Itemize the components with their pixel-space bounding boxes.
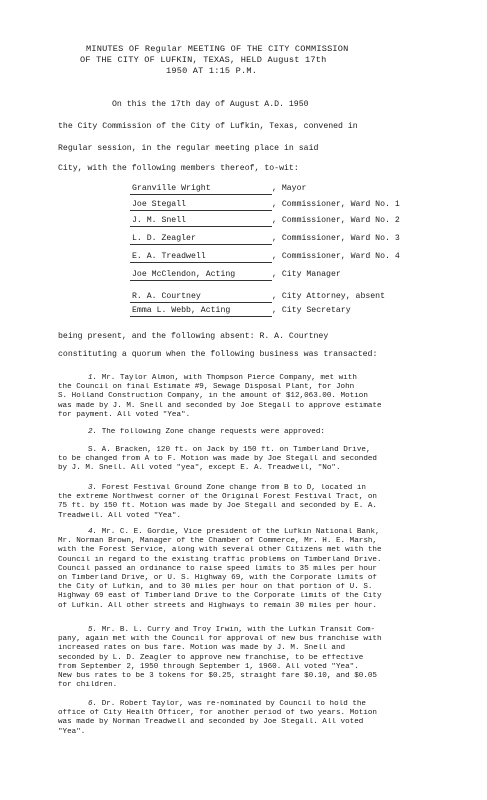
item-number: 3.: [88, 484, 98, 492]
item-line: S. Holland Construction Company, in the amount of $12,063.00. Motion: [58, 392, 368, 401]
item-line: Treadwell. All voted "Yea".: [58, 511, 182, 520]
item-line: increased rates on bus fare. Motion was made by J. M. Snell and: [58, 644, 346, 653]
item-line: was made by Norman Treadwell and seconded by Joe Stegall. All voted: [58, 718, 364, 727]
item-line: Mr. Taylor Almon, with Thompson Pierce Company, met with: [101, 374, 357, 382]
member-title: , Commissioner, Ward No. 3: [272, 234, 400, 243]
item-line: with the Forest Service, along with several other Citizens met with the: [58, 546, 382, 555]
item-line: from September 2, 1950 through September 1, 1960. All voted "Yea".: [58, 662, 359, 671]
agenda-item-1: [58, 374, 418, 420]
opening-line-1: On this the 17th day of August A.D. 1950: [112, 100, 309, 109]
item-line: for children.: [58, 681, 118, 690]
item-line: Mr. B. L. Curry and Troy Irwin, with the Lufkin Transit Com-: [101, 626, 376, 634]
member-name: L. D. Zeagler: [132, 234, 196, 243]
item-line: S. A. Bracken, 120 ft. on Jack by 150 ft. on Timberland Drive,: [88, 446, 371, 454]
member-title: , Commissioner, Ward No. 1: [272, 200, 400, 209]
item-line: the Council on final Estimate #9, Sewage Disposal Plant, for John: [58, 383, 355, 392]
agenda-item-3: [58, 484, 418, 521]
item-line: was made by J. M. Snell and seconded by Joe Stegall to approve estimate: [58, 401, 382, 410]
item-number: 6.: [88, 700, 98, 708]
member-title: , Mayor: [272, 184, 307, 193]
item-line: to be changed from A to F. Motion was made by Joe Stegall and seconded: [58, 455, 377, 464]
heading-line-2: OF THE CITY OF LUFKIN, TEXAS, HELD August 17th: [80, 55, 327, 65]
item-line: "Yea".: [58, 727, 86, 736]
item-line: the extreme Northwest corner of the Original Forest Festival Tract, on: [58, 493, 377, 502]
heading-line-3: 1950 AT 1:15 P.M.: [166, 66, 258, 76]
member-name: Granville Wright: [132, 184, 211, 193]
member-name: E. A. Treadwell: [132, 252, 206, 261]
item-number: 4.: [88, 528, 98, 536]
item-line: on Timberland Drive, or U. S. Highway 69, with the Corporate limits of: [58, 574, 377, 583]
item-line: Forest Festival Ground Zone change from B to D, located in: [101, 484, 366, 492]
item-line: seconded by L. D. Zeagler to approve new franchise, to be effective: [58, 653, 364, 662]
member-title: , City Attorney, absent: [272, 292, 386, 301]
item-line: of Lufkin. All other streets and Highways to remain 30 miles per hour.: [58, 601, 377, 610]
item-line: Council passed an ordinance to raise speed limits to 35 miles per hour: [58, 564, 377, 573]
item-number: 5.: [88, 626, 98, 634]
member-name: R. A. Courtney: [132, 292, 201, 301]
item-line: Mr. Norman Brown, Manager of the Chamber of Commerce, Mr. H. E. Marsh,: [58, 537, 377, 546]
member-name: Joe McClendon, Acting: [132, 270, 236, 279]
agenda-item-5: [58, 626, 418, 690]
item-line: Mr. C. E. Gordie, Vice president of the Lufkin National Bank,: [101, 528, 380, 536]
opening-line-3: Regular session, in the regular meeting place in said: [58, 144, 319, 153]
zone-change-bracken: [58, 446, 418, 474]
item-line: the City of Lufkin, and to 30 miles per hour on that portion of U. S.: [58, 583, 373, 592]
item-line: office of City Health Officer, for another period of two years. Motion: [58, 709, 377, 718]
member-name: J. M. Snell: [132, 216, 187, 225]
item-line: Dr. Robert Taylor, was re-nominated by Council to hold the: [101, 700, 366, 708]
item-line: The following Zone change requests were approved:: [101, 428, 325, 436]
item-line: for payment. All voted "Yea".: [58, 410, 191, 419]
member-name: Emma L. Webb, Acting: [132, 306, 231, 315]
item-line: New bus rates to be 3 tokens for $0.25, straight fare $0.10, and $0.05: [58, 672, 377, 681]
item-line: by J. M. Snell. All voted "yea", except E. A. Treadwell, "No".: [58, 464, 341, 473]
member-title: , City Secretary: [272, 306, 351, 315]
agenda-item-4: [58, 528, 418, 611]
member-title: , City Manager: [272, 270, 341, 279]
opening-line-2: the City Commission of the City of Lufkin, Texas, convened in: [58, 122, 358, 131]
closing-line-1: being present, and the following absent: R. A. Courtney: [58, 332, 329, 341]
item-number: 1.: [88, 374, 98, 382]
agenda-item-2: [58, 428, 418, 437]
item-line: pany, again met with the Council for approval of new bus franchise with: [58, 635, 382, 644]
item-line: Council in regard to the existing traffic problems on Timberland Drive.: [58, 555, 382, 564]
item-number: 2.: [88, 428, 98, 436]
item-line: 75 ft. by 150 ft. Motion was made by Joe Stegall and seconded by E. A.: [58, 502, 377, 511]
heading-line-1: MINUTES OF Regular MEETING OF THE CITY COMMISSION: [86, 44, 349, 54]
member-name: Joe Stegall: [132, 200, 187, 209]
agenda-item-6: [58, 700, 418, 737]
item-line: Highway 69 east of Timberland Drive to the Corporate limits of the City: [58, 592, 382, 601]
closing-line-2: constituting a quorum when the following business was transacted:: [58, 350, 378, 359]
opening-line-4: City, with the following members thereof, to-wit:: [58, 164, 299, 173]
member-title: , Commissioner, Ward No. 2: [272, 216, 400, 225]
member-title: , Commissioner, Ward No. 4: [272, 252, 400, 261]
